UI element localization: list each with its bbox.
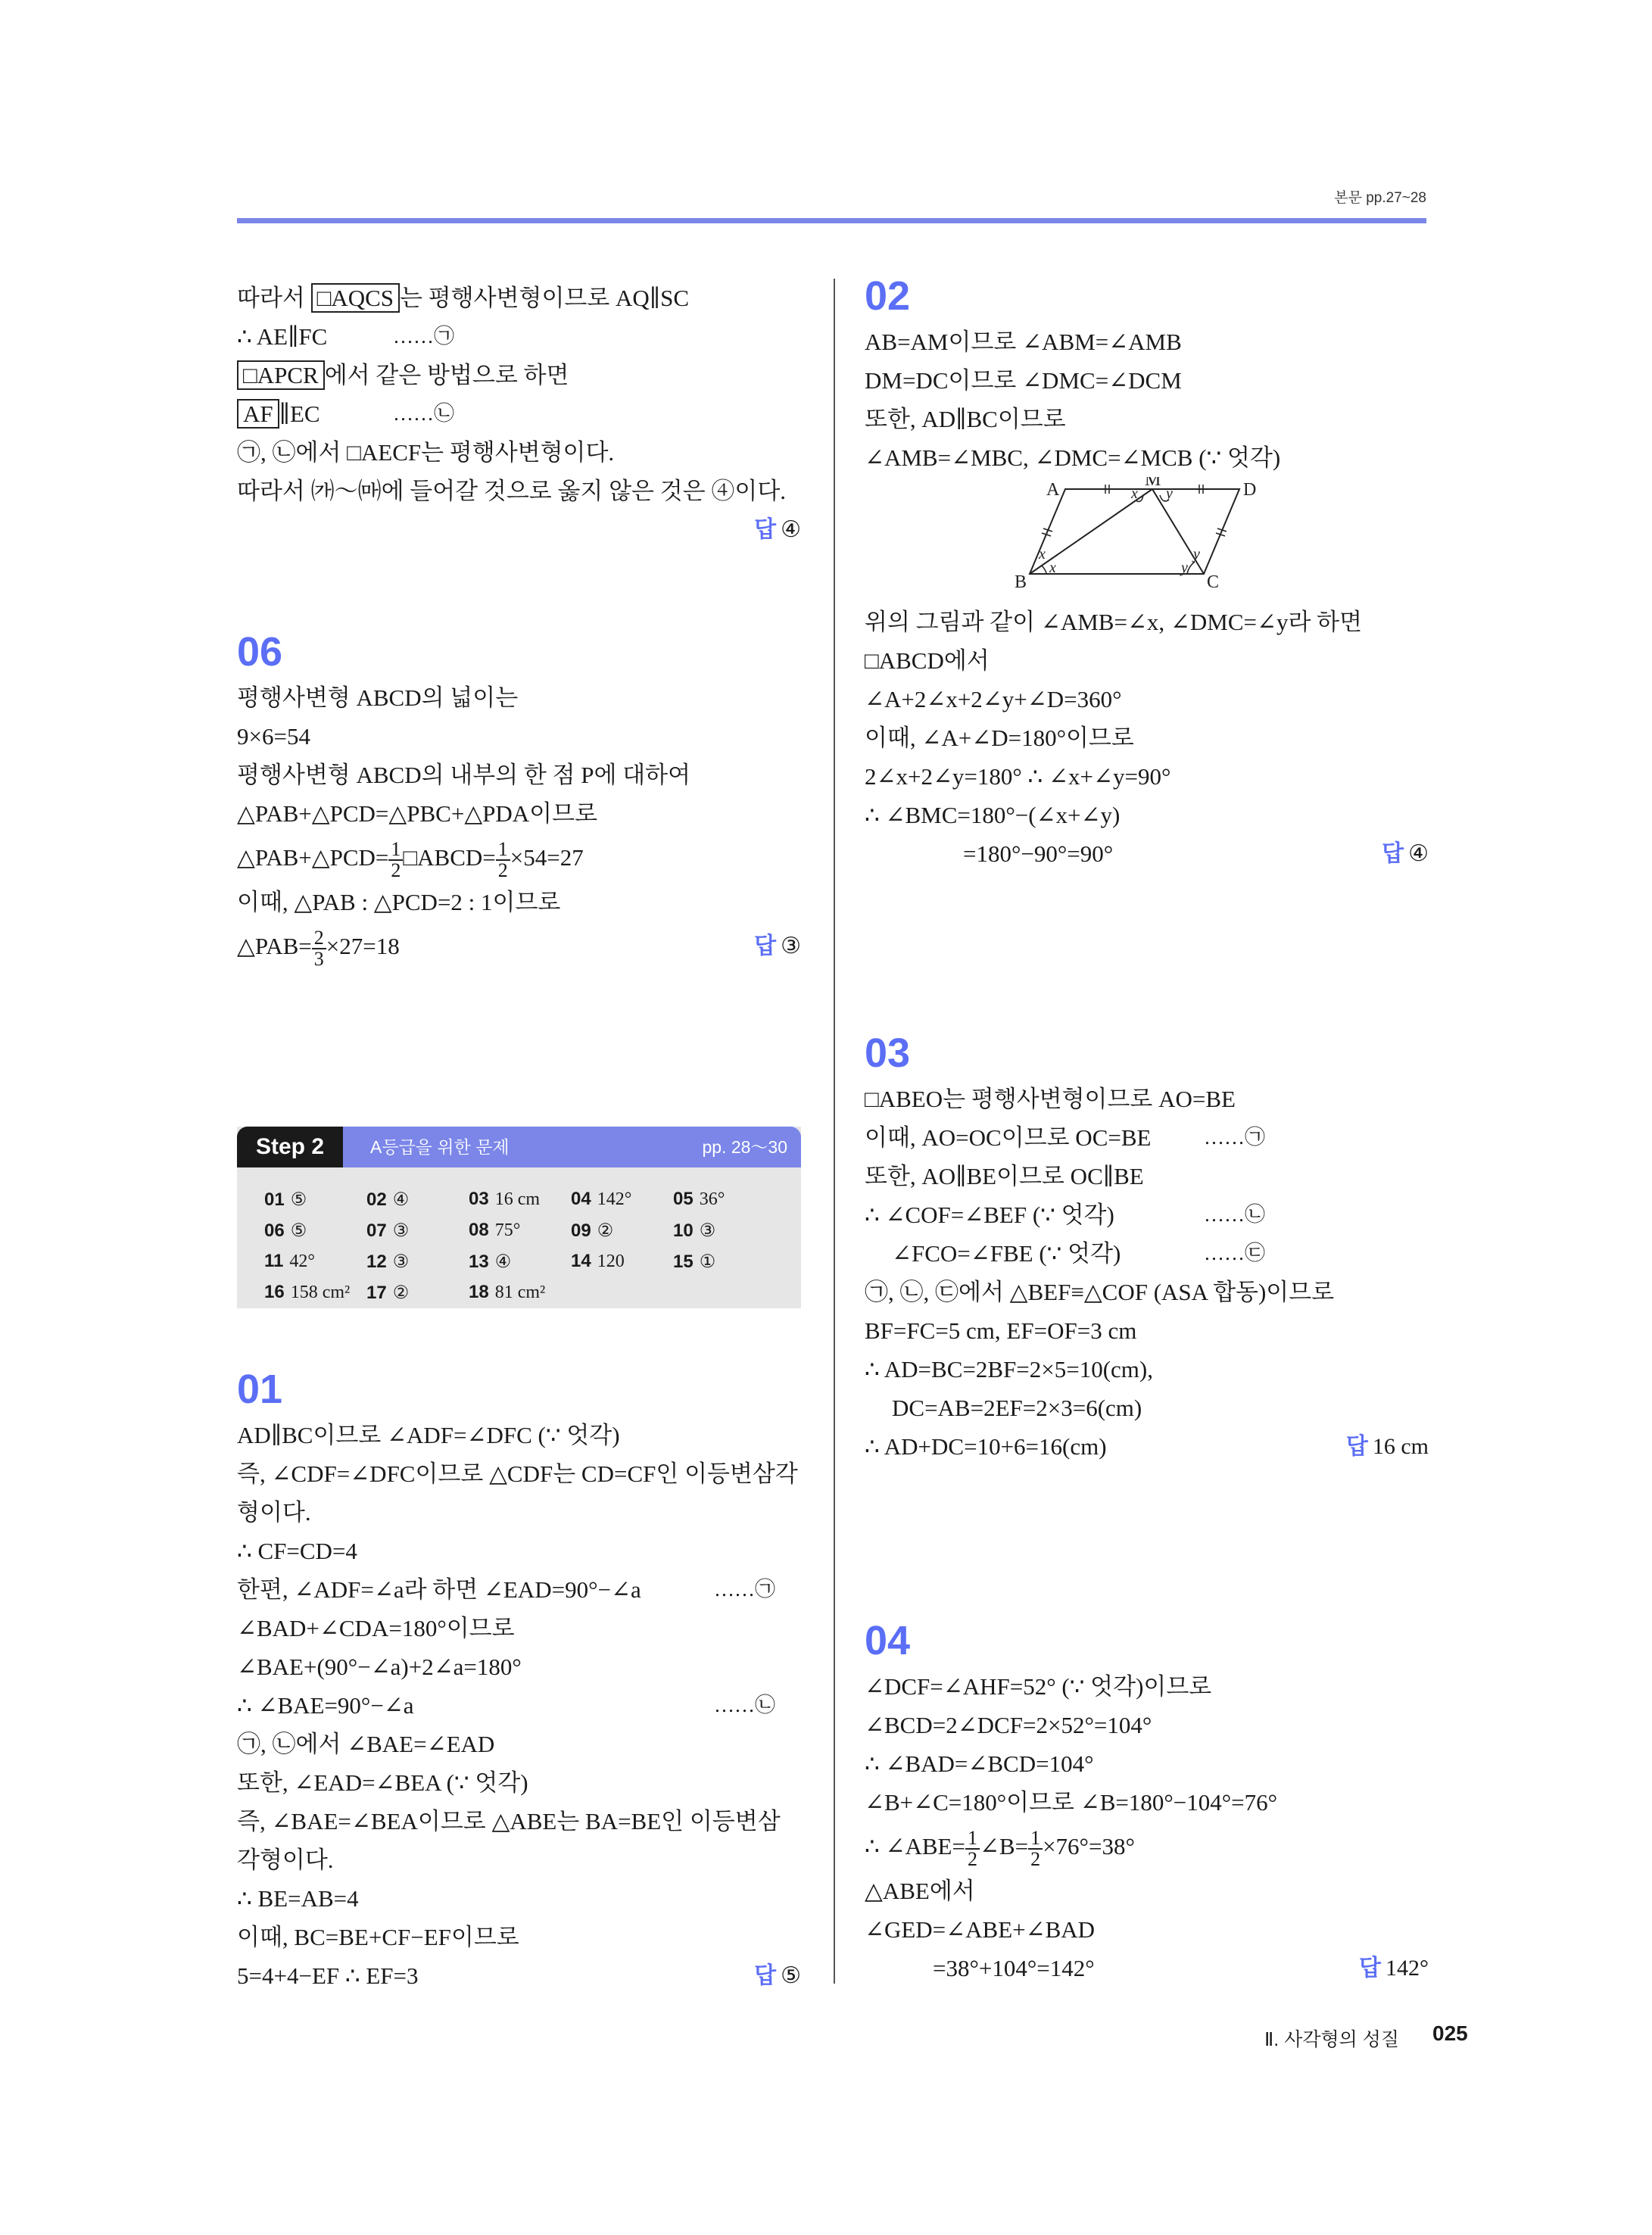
text-line: 위의 그림과 같이 ∠AMB=∠x, ∠DMC=∠y라 하면 xyxy=(865,609,1363,635)
text-line: ∠GED=∠ABE+∠BAD xyxy=(865,1916,1096,1943)
text-line: ∠DCF=∠AHF=52° (∵ 엇각)이므로 xyxy=(865,1673,1212,1700)
page-reference: 본문 pp.27~28 xyxy=(1334,190,1426,206)
text-line: 또한, ∠EAD=∠BEA (∵ 엇각) xyxy=(237,1769,528,1796)
text-line: ㉠, ㉡에서 ∠BAE=∠EAD xyxy=(237,1731,495,1757)
answer-item: 08 75° xyxy=(469,1220,521,1240)
label-y: y xyxy=(1166,485,1173,502)
label-x: x xyxy=(1039,546,1046,563)
angle-arc xyxy=(1187,562,1195,574)
label-c: C xyxy=(1207,572,1220,591)
text-line: ∠AMB=∠MBC, ∠DMC=∠MCB (∵ 엇각) xyxy=(865,444,1281,471)
text-line: □ABEO는 평행사변형이므로 AO=BE xyxy=(865,1086,1236,1112)
text-line: ∴ AD=BC=2BF=2×5=10(cm), xyxy=(865,1356,1153,1382)
text-line: ∴ CF=CD=4 xyxy=(237,1538,357,1564)
label-d: D xyxy=(1243,480,1257,500)
answer-item: 10 ③ xyxy=(673,1220,716,1241)
answer-line: 답 ④ xyxy=(754,517,801,542)
label-y: y xyxy=(1181,560,1188,576)
text-line: 평행사변형 ABCD의 내부의 한 점 P에 대하여 xyxy=(237,762,691,788)
text-line: ∠BAE+(90°−∠a)+2∠a=180° xyxy=(237,1654,522,1680)
text-line: AD∥BC이므로 ∠ADF=∠DFC (∵ 엇각) xyxy=(237,1422,620,1448)
answer-item: 09 ② xyxy=(571,1220,614,1241)
footer-chapter: Ⅱ. 사각형의 성질 xyxy=(1264,2029,1400,2050)
text-line: 또한, AO∥BE이므로 OC∥BE xyxy=(865,1163,1144,1189)
column-divider xyxy=(834,279,835,1984)
text-line: ∴ ∠BAD=∠BCD=104° xyxy=(865,1750,1094,1777)
text-line: ㉠, ㉡에서 □AECF는 평행사변형이다. xyxy=(237,439,615,466)
text-line: ∴ BE=AB=4 xyxy=(237,1885,359,1912)
label-x: x xyxy=(1131,485,1138,502)
text-line: ∴ ∠BAE=90°−∠a ……㉡ xyxy=(237,1692,775,1719)
text-line: DC=AB=2EF=2×3=6(cm) xyxy=(892,1395,1142,1421)
figure-svg xyxy=(865,477,1429,591)
fraction: $\frac{1}{2}$ xyxy=(388,840,403,881)
text-line: 2∠x+2∠y=180° ∴ ∠x+∠y=90° xyxy=(865,763,1171,790)
section-04 xyxy=(865,1614,1429,1987)
text-line: △PAB+△PCD=△PBC+△PDA이므로 xyxy=(237,800,598,827)
text-line: 따라서 ㈎～㈒에 들어갈 것으로 옳지 않은 것은 ④이다. xyxy=(237,478,787,504)
section-number: 02 xyxy=(865,273,911,319)
label-a: A xyxy=(1046,480,1060,500)
text-line: 이때, BC=BE+CF−EF이므로 xyxy=(237,1924,519,1950)
angle-arc xyxy=(1042,566,1046,574)
answer-item: 15 ① xyxy=(673,1252,716,1272)
text-line: ∠BAD+∠CDA=180°이므로 xyxy=(237,1615,515,1641)
text-line: 각형이다. xyxy=(237,1847,334,1873)
text-line: 9×6=54 xyxy=(237,723,310,750)
answer-item: 03 16 cm xyxy=(469,1189,541,1209)
step2-answer-box xyxy=(237,1127,801,1308)
answer-item: 05 36° xyxy=(673,1189,725,1209)
answer-item: 18 81 cm² xyxy=(469,1282,546,1302)
fraction: $\frac{1}{2}$ xyxy=(496,840,510,881)
step2-label: Step 2 xyxy=(237,1127,343,1167)
fraction-line: ∴ ∠ABE= $\frac{1}{2}$ ∠B= $\frac{1}{2}$ ×76°=38° xyxy=(865,1826,1135,1870)
step2-band xyxy=(343,1127,801,1167)
text-line: ∠B+∠C=180°이므로 ∠B=180°−104°=76° xyxy=(865,1789,1278,1816)
text-line: ∴ AD+DC=10+6=16(cm) 답 16 cm xyxy=(865,1433,1429,1460)
text-line: ∴ AE∥FC ……㉠ xyxy=(237,323,454,350)
section-01 xyxy=(237,1363,801,1995)
text-line: 이때, ∠A+∠D=180°이므로 xyxy=(865,725,1134,751)
text-line: △ABE에서 xyxy=(865,1878,975,1904)
answer-item: 17 ② xyxy=(366,1283,410,1303)
fraction-line: △PAB= $\frac{2}{3}$ ×27=18 답 ③ xyxy=(237,926,801,970)
answer-item: 04 142° xyxy=(571,1189,632,1209)
text-line: 즉, ∠BAE=∠BEA이므로 △ABE는 BA=BE인 이등변삼 xyxy=(237,1808,781,1834)
text-line: 따라서 □AQCS 는 평행사변형이므로 AQ∥SC xyxy=(237,285,690,311)
fraction-line: △PAB+△PCD= $\frac{1}{2}$ □ABCD= $\frac{1}{2}$ ×54=27 xyxy=(237,837,584,881)
label-b: B xyxy=(1015,572,1027,591)
answer-item: 06 ⑤ xyxy=(264,1220,307,1241)
section-03 xyxy=(865,1027,1429,1466)
text-line: DM=DC이므로 ∠DMC=∠DCM xyxy=(865,367,1182,394)
answer-item: 01 ⑤ xyxy=(264,1189,307,1210)
text-line: ∴ ∠COF=∠BEF (∵ 엇각) ……㉡ xyxy=(865,1202,1265,1228)
text-line: □ABCD에서 xyxy=(865,647,990,674)
answer-item: 12 ③ xyxy=(366,1252,410,1272)
text-line: ∠FCO=∠FBE (∵ 엇각) ……㉢ xyxy=(892,1240,1265,1267)
text-line: 한편, ∠ADF=∠a라 하면 ∠EAD=90°−∠a ……㉠ xyxy=(237,1576,775,1603)
text-line: 이때, △PAB : △PCD=2 : 1이므로 xyxy=(237,889,561,915)
answer-item: 07 ③ xyxy=(366,1220,410,1241)
text-line: ∠A+2∠x+2∠y+∠D=360° xyxy=(865,686,1122,712)
text-line: 형이다. xyxy=(237,1499,311,1526)
section-number: 03 xyxy=(865,1030,911,1076)
text-line: 이때, AO=OC이므로 OC=BE ……㉠ xyxy=(865,1124,1265,1151)
text-line: ∠BCD=2∠DCF=2×52°=104° xyxy=(865,1712,1152,1738)
answer-item: 13 ④ xyxy=(469,1252,512,1272)
label-y: y xyxy=(1193,546,1200,563)
step2-title: A등급을 위한 문제 xyxy=(370,1137,510,1157)
text-line: 즉, ∠CDF=∠DFC이므로 △CDF는 CD=CF인 이등변삼각 xyxy=(237,1460,798,1487)
answer-item: 14 120 xyxy=(571,1251,625,1271)
answer-item: 16 158 cm² xyxy=(264,1282,351,1302)
label-m: M xyxy=(1145,477,1161,490)
header-rule xyxy=(237,218,1426,223)
section-number: 01 xyxy=(237,1367,283,1412)
text-line: ∴ ∠BMC=180°−(∠x+∠y) xyxy=(865,802,1121,828)
section-02 xyxy=(865,270,1429,873)
left-continuation xyxy=(237,279,801,549)
step2-pages: pp. 28～30 xyxy=(702,1137,787,1157)
text-line: □APCR 에서 같은 방법으로 하면 xyxy=(237,356,801,394)
section-06 xyxy=(237,625,801,971)
answer-item: 11 42° xyxy=(264,1251,315,1271)
fraction: $\frac{1}{2}$ xyxy=(1028,1828,1043,1869)
text-line: ㉠, ㉡, ㉢에서 △BEF≡△COF (ASA 합동)이므로 xyxy=(865,1279,1335,1305)
step2-header xyxy=(237,1127,801,1167)
text-line: 5=4+4−EF ∴ EF=3 답 ⑤ xyxy=(237,1962,801,1989)
fraction: $\frac{2}{3}$ xyxy=(312,928,326,969)
text-line: BF=FC=5 cm, EF=OF=3 cm xyxy=(865,1317,1137,1344)
text-line: 또한, AD∥BC이므로 xyxy=(865,406,1066,432)
footer-page-number: 025 xyxy=(1432,2021,1468,2045)
text-line: AB=AM이므로 ∠ABM=∠AMB xyxy=(865,329,1182,355)
fraction: $\frac{1}{2}$ xyxy=(965,1828,980,1869)
text-line: =38°+104°=142° 답 142° xyxy=(933,1955,1429,1981)
section-number: 06 xyxy=(237,629,283,675)
text-line: AF ∥EC ……㉡ xyxy=(237,394,801,433)
parallelogram-figure xyxy=(865,477,1429,591)
answer-item: 02 ④ xyxy=(366,1189,410,1210)
label-x: x xyxy=(1049,560,1056,576)
section-number: 04 xyxy=(865,1618,911,1663)
text-line: =180°−90°=90° 답 ④ xyxy=(963,840,1429,867)
text-line: 평행사변형 ABCD의 넓이는 xyxy=(237,684,519,711)
